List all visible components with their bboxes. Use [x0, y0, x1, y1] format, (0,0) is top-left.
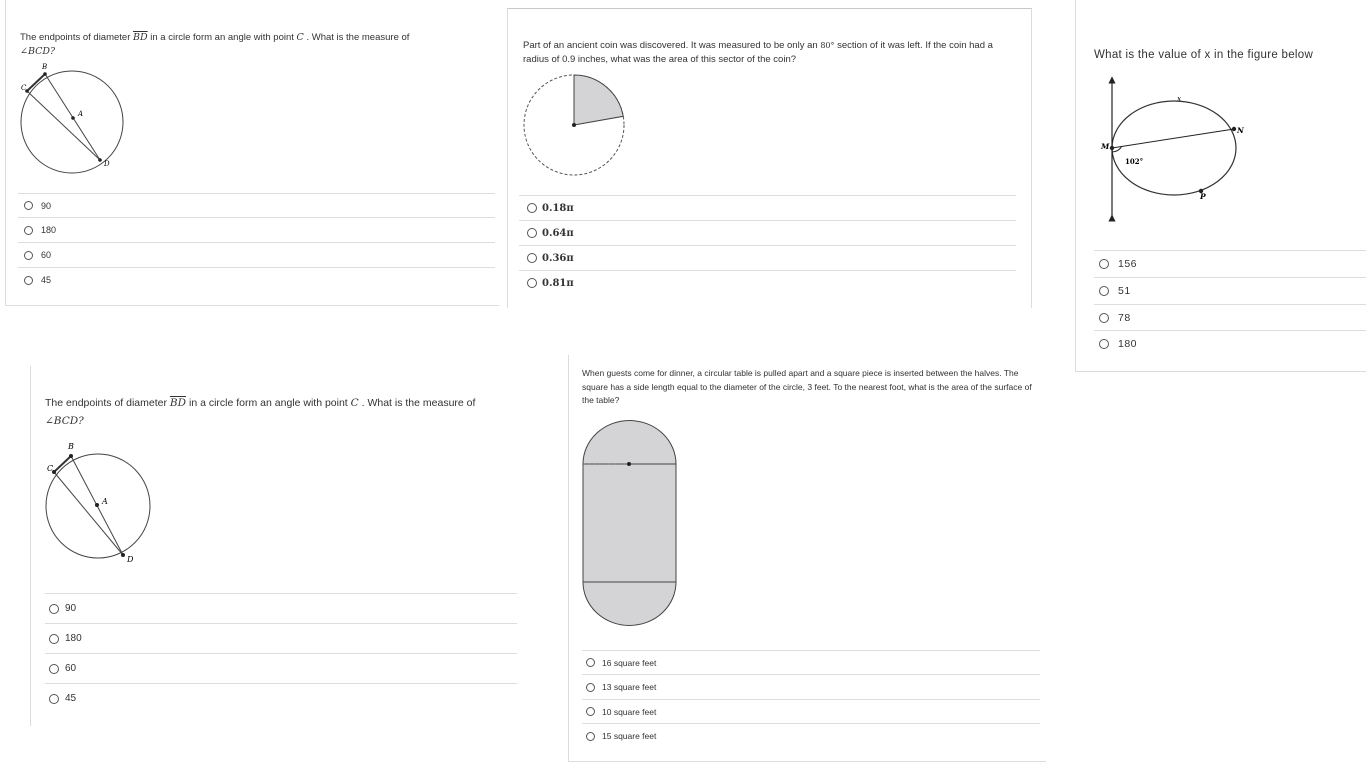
- answer-option[interactable]: 180: [18, 217, 495, 242]
- answer-option[interactable]: 60: [18, 242, 495, 267]
- question-text: When guests come for dinner, a circular table is pulled apart and a square piece is inserted between the halves. The square has a side length equal to the diameter of the circle, 3 feet. To the nearest foot, what is the area of the surface of the table?: [582, 368, 1032, 406]
- answer-option[interactable]: 0.64π: [519, 220, 1016, 245]
- radio-button[interactable]: [586, 683, 595, 692]
- radio-button[interactable]: [527, 278, 537, 288]
- radio-button[interactable]: [527, 253, 537, 263]
- label-a: A: [78, 110, 84, 118]
- answer-option[interactable]: 45: [45, 683, 517, 713]
- question-card-coin-sector: [507, 8, 1032, 308]
- label-angle: 102°: [1125, 157, 1144, 166]
- question-text: Part of an ancient coin was discovered. It was measured to be only an 80° section of it was left. If the coin had a radius of 0.9 inches, what was the area of this sector of the coin?: [523, 40, 993, 66]
- question-card-diameter-1: [5, 0, 499, 306]
- radio-button[interactable]: [1099, 259, 1109, 269]
- label-b: B: [68, 442, 74, 451]
- radio-button[interactable]: [527, 203, 537, 213]
- radio-button[interactable]: [49, 604, 59, 614]
- label-d: D: [127, 555, 134, 564]
- chord-cb: [54, 456, 71, 472]
- circle-diagram: [43, 444, 168, 569]
- answer-option[interactable]: 0.36π: [519, 245, 1016, 270]
- secant-mn: [1112, 129, 1234, 148]
- radio-button[interactable]: [586, 707, 595, 716]
- coin-sector-diagram: [522, 75, 632, 175]
- answer-option[interactable]: 10 square feet: [582, 699, 1040, 723]
- center-point: [572, 123, 576, 127]
- answer-option[interactable]: 78: [1094, 304, 1366, 330]
- answer-option[interactable]: 90: [45, 593, 517, 623]
- radio-button[interactable]: [586, 658, 595, 667]
- point-n: [1232, 127, 1236, 131]
- radio-button[interactable]: [49, 664, 59, 674]
- question-card-value-of-x: [1075, 0, 1366, 372]
- tangent-secant-diagram: [1096, 76, 1256, 226]
- radio-button[interactable]: [49, 694, 59, 704]
- answer-option[interactable]: 156: [1094, 250, 1366, 277]
- label-c: C: [47, 464, 54, 473]
- circle: [21, 71, 123, 173]
- label-c: C: [21, 84, 27, 92]
- circle-diagram: [18, 63, 133, 176]
- answer-option[interactable]: 60: [45, 653, 517, 683]
- point-a: [71, 116, 75, 120]
- point-d: [98, 158, 102, 162]
- label-b: B: [42, 63, 48, 71]
- answer-option[interactable]: 51: [1094, 277, 1366, 304]
- chord-cb: [27, 74, 45, 91]
- radio-button[interactable]: [24, 251, 33, 260]
- table-shape-diagram: [582, 421, 682, 631]
- radio-button[interactable]: [24, 201, 33, 210]
- question-text: The endpoints of diameter $\overline{BD}$ in a circle form an angle with point C . What is the measure of ∠BCD?: [20, 32, 410, 58]
- label-x: x: [1177, 94, 1182, 103]
- center-point: [627, 462, 631, 466]
- radio-button[interactable]: [1099, 339, 1109, 349]
- radio-button[interactable]: [24, 276, 33, 285]
- point-b: [69, 454, 73, 458]
- point-a: [95, 503, 99, 507]
- answer-option[interactable]: 0.18π: [519, 195, 1016, 220]
- radio-button[interactable]: [527, 228, 537, 238]
- point-m: [1110, 146, 1114, 150]
- answer-option[interactable]: 13 square feet: [582, 674, 1040, 699]
- answer-option[interactable]: 45: [18, 267, 495, 292]
- answer-option[interactable]: 0.81π: [519, 270, 1016, 295]
- label-n: N: [1237, 126, 1244, 135]
- point-d: [121, 553, 125, 557]
- label-m: M: [1101, 142, 1110, 151]
- answer-option[interactable]: 90: [18, 193, 495, 217]
- label-d: D: [104, 160, 110, 168]
- radio-button[interactable]: [24, 226, 33, 235]
- label-a: A: [102, 497, 108, 506]
- radio-button[interactable]: [1099, 313, 1109, 323]
- answer-option[interactable]: 15 square feet: [582, 723, 1040, 748]
- question-text: What is the value of x in the figure below: [1094, 49, 1314, 61]
- radio-button[interactable]: [49, 634, 59, 644]
- chord-cd: [27, 91, 100, 160]
- label-p: P: [1200, 192, 1206, 201]
- shaded-sector: [574, 75, 623, 125]
- answer-option[interactable]: 180: [45, 623, 517, 653]
- radio-button[interactable]: [586, 732, 595, 741]
- answer-option[interactable]: 180: [1094, 330, 1366, 356]
- question-card-table-area: [568, 355, 1046, 762]
- circle: [1112, 101, 1236, 195]
- question-card-diameter-2: [30, 366, 520, 726]
- radio-button[interactable]: [1099, 286, 1109, 296]
- table-shape: [583, 421, 676, 626]
- chord-cd: [54, 472, 123, 555]
- answer-option[interactable]: 16 square feet: [582, 650, 1040, 674]
- question-text: The endpoints of diameter $\overline{BD}$ in a circle form an angle with point C . What is the measure of ∠BCD?: [45, 397, 476, 427]
- point-b: [43, 72, 47, 76]
